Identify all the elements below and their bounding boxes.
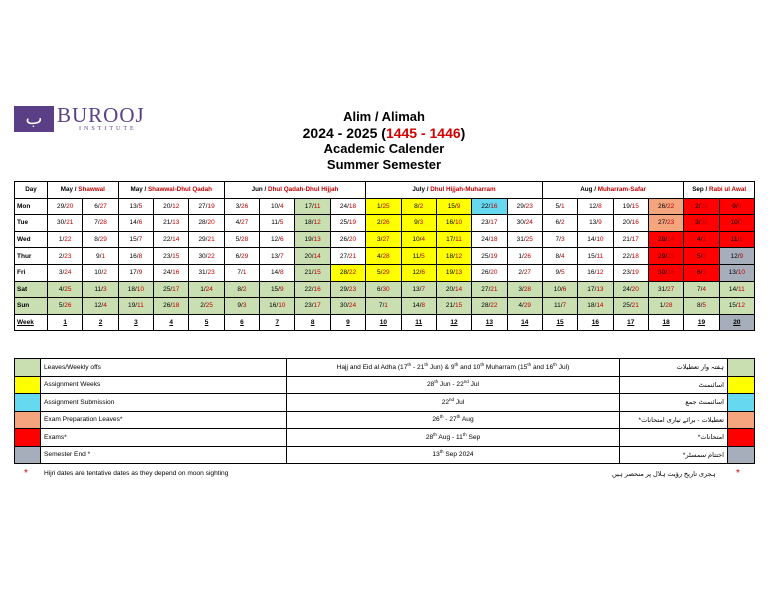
date-cell: 10/4 [401, 231, 436, 248]
program-title: Alim / Alimah [343, 109, 425, 124]
date-cell: 9/5 [542, 264, 577, 281]
date-cell: 16/10 [436, 215, 471, 232]
date-cell: 16/12 [578, 264, 613, 281]
date-cell: 19/15 [613, 198, 648, 215]
date-cell: 6/27 [83, 198, 118, 215]
calendar-row [15, 248, 755, 265]
date-cell: 27/23 [648, 215, 683, 232]
date-cell: 28/20 [189, 215, 224, 232]
legend-urdu-label: اسائنمنٹ جمع [620, 394, 728, 412]
date-cell: 12/6 [401, 264, 436, 281]
logo-mark: ب [14, 106, 54, 132]
legend-swatch [15, 394, 41, 412]
date-cell: 2/26 [366, 215, 401, 232]
calendar-table [14, 181, 755, 331]
date-cell: 13/10 [719, 264, 754, 281]
day-header: Day [15, 182, 48, 199]
date-cell: 10/7 [719, 215, 754, 232]
legend-dates: 26th - 27th Aug [287, 411, 620, 429]
date-cell: 23/17 [472, 215, 507, 232]
date-cell: 26/22 [648, 198, 683, 215]
date-cell: 1/24 [189, 281, 224, 298]
date-cell: 29/21 [189, 231, 224, 248]
date-cell: 20/12 [154, 198, 189, 215]
date-cell: 28/22 [330, 264, 365, 281]
date-cell: 5/2 [684, 248, 719, 265]
date-cell: 8/29 [83, 231, 118, 248]
date-cell: 28/22 [472, 298, 507, 315]
date-cell: 8/2 [224, 281, 259, 298]
week-number: 13 [472, 314, 507, 331]
date-cell: 8/4 [542, 248, 577, 265]
date-cell: 9/3 [401, 215, 436, 232]
day-label: Tue [15, 215, 48, 232]
legend-row [15, 376, 755, 394]
legend-row [15, 411, 755, 429]
week-number: 5 [189, 314, 224, 331]
month-header: Sep / Rabi ul Awal [684, 182, 755, 199]
date-cell: 17/11 [436, 231, 471, 248]
date-cell: 31/25 [507, 231, 542, 248]
date-cell: 15/9 [436, 198, 471, 215]
week-number: 6 [224, 314, 259, 331]
legend-label: Assignment Submission [41, 394, 287, 412]
week-number: 11 [401, 314, 436, 331]
footnote-english: Hijri dates are tentative dates as they depend on moon sighting [44, 470, 229, 477]
date-cell: 14/8 [401, 298, 436, 315]
logo-subtitle: INSTITUTE [79, 126, 137, 132]
legend-row [15, 359, 755, 377]
date-cell: 11/5 [260, 215, 295, 232]
week-number: 10 [366, 314, 401, 331]
legend-dates: 22nd Jul [287, 394, 620, 412]
calendar-row [15, 281, 755, 298]
legend-label: Leaves/Weekly offs [41, 359, 287, 377]
date-cell: 7/1 [366, 298, 401, 315]
date-cell: 24/18 [472, 231, 507, 248]
legend-swatch [728, 359, 755, 377]
date-cell: 31/27 [648, 281, 683, 298]
date-cell: 17/9 [118, 264, 153, 281]
date-cell: 15/7 [118, 231, 153, 248]
date-cell: 30/21 [48, 215, 83, 232]
legend-label: Assignment Weeks [41, 376, 287, 394]
day-label: Wed [15, 231, 48, 248]
date-cell: 20/14 [436, 281, 471, 298]
legend-dates: 13th Sep 2024 [287, 446, 620, 464]
footnote-star: * [24, 468, 28, 479]
year-title: 2024 - 2025 (1445 - 1446) [302, 125, 466, 141]
calendar-row [15, 298, 755, 315]
date-cell: 16/10 [260, 298, 295, 315]
date-cell: 5/29 [366, 264, 401, 281]
date-cell: 13/5 [118, 198, 153, 215]
date-cell: 25/17 [154, 281, 189, 298]
legend-label: Semester End * [41, 446, 287, 464]
date-cell: 27/19 [189, 198, 224, 215]
legend-urdu-label: اسائنمنٹ [620, 376, 728, 394]
date-cell: 6/3 [684, 264, 719, 281]
date-cell: 7/1 [224, 264, 259, 281]
date-cell: 1/25 [366, 198, 401, 215]
month-header: July / Dhul Hijjah-Muharram [366, 182, 543, 199]
week-number: 18 [648, 314, 683, 331]
date-cell: 15/11 [578, 248, 613, 265]
date-cell: 7/4 [684, 281, 719, 298]
legend-swatch [15, 359, 41, 377]
week-number: 1 [48, 314, 83, 331]
date-cell: 5/26 [48, 298, 83, 315]
date-cell: 14/10 [578, 231, 613, 248]
calendar-row [15, 231, 755, 248]
legend-swatch [728, 376, 755, 394]
week-row [15, 314, 755, 331]
date-cell: 4/27 [224, 215, 259, 232]
date-cell: 30/24 [507, 215, 542, 232]
day-label: Mon [15, 198, 48, 215]
date-cell: 26/20 [472, 264, 507, 281]
week-number: 17 [613, 314, 648, 331]
legend-urdu-label: ہفتہ وار تعطیلات [620, 359, 728, 377]
calendar-row [15, 264, 755, 281]
day-label: Thur [15, 248, 48, 265]
date-cell: 12/4 [83, 298, 118, 315]
day-label: Sun [15, 298, 48, 315]
date-cell: 2/25 [189, 298, 224, 315]
date-cell: 3/28 [507, 281, 542, 298]
date-cell: 4/29 [507, 298, 542, 315]
date-cell: 22/16 [295, 281, 330, 298]
date-cell: 4/1 [684, 231, 719, 248]
week-number: 7 [260, 314, 295, 331]
date-cell: 3/26 [224, 198, 259, 215]
date-cell: 21/15 [436, 298, 471, 315]
date-cell: 9/6 [719, 198, 754, 215]
date-cell: 23/17 [295, 298, 330, 315]
date-cell: 27/21 [472, 281, 507, 298]
legend-label: Exam Preparation Leaves* [41, 411, 287, 429]
date-cell: 14/6 [118, 215, 153, 232]
week-number: 8 [295, 314, 330, 331]
legend-swatch [15, 429, 41, 447]
date-cell: 5/28 [224, 231, 259, 248]
legend-urdu-label: تعطیلات - برائے تیاری امتحانات* [620, 411, 728, 429]
date-cell: 20/16 [613, 215, 648, 232]
date-cell: 10/2 [83, 264, 118, 281]
date-cell: 19/13 [436, 264, 471, 281]
week-label: Week [15, 314, 48, 331]
date-cell: 21/13 [154, 215, 189, 232]
page-title-block [0, 109, 768, 173]
semester-title: Summer Semester [326, 157, 442, 172]
week-number: 3 [118, 314, 153, 331]
week-number: 12 [436, 314, 471, 331]
date-cell: 2/23 [48, 248, 83, 265]
date-cell: 6/29 [224, 248, 259, 265]
footnote-urdu: ہجری تاریخ رؤیت ہلال پر منحصر ہیں [612, 471, 716, 478]
date-cell: 24/16 [154, 264, 189, 281]
date-cell: 28/24 [648, 231, 683, 248]
date-cell: 22/14 [154, 231, 189, 248]
date-cell: 20/14 [295, 248, 330, 265]
date-cell: 30/24 [330, 298, 365, 315]
legend-swatch [15, 446, 41, 464]
date-cell: 22/18 [613, 248, 648, 265]
date-cell: 6/2 [542, 215, 577, 232]
legend-swatch [728, 446, 755, 464]
date-cell: 13/7 [260, 248, 295, 265]
legend-dates: 28th Jun - 22nd Jul [287, 376, 620, 394]
date-cell: 11/8 [719, 231, 754, 248]
date-cell: 21/17 [613, 231, 648, 248]
date-cell: 10/4 [260, 198, 295, 215]
date-cell: 19/13 [295, 231, 330, 248]
legend-table [14, 358, 755, 464]
date-cell: 8/2 [401, 198, 436, 215]
date-cell: 3/24 [48, 264, 83, 281]
date-cell: 4/25 [48, 281, 83, 298]
date-cell: 8/5 [684, 298, 719, 315]
calendar-row [15, 198, 755, 215]
date-cell: 12/9 [719, 248, 754, 265]
legend-dates: Hajj and Eid al Adha (17th - 21th Jun) & 9th and 10th Muharram (15th and 16th Jul) [287, 359, 620, 377]
date-cell: 4/28 [366, 248, 401, 265]
date-cell: 23/15 [154, 248, 189, 265]
month-header: Aug / Muharram-Safar [542, 182, 683, 199]
week-number: 2 [83, 314, 118, 331]
week-number: 16 [578, 314, 613, 331]
date-cell: 17/11 [295, 198, 330, 215]
date-cell: 6/30 [366, 281, 401, 298]
date-cell: 17/13 [578, 281, 613, 298]
date-cell: 3/30 [684, 215, 719, 232]
legend-swatch [728, 429, 755, 447]
date-cell: 1/22 [48, 231, 83, 248]
date-cell: 11/7 [542, 298, 577, 315]
day-label: Sat [15, 281, 48, 298]
legend-swatch [15, 411, 41, 429]
date-cell: 18/14 [578, 298, 613, 315]
date-cell: 9/1 [83, 248, 118, 265]
date-cell: 14/8 [260, 264, 295, 281]
date-cell: 29/25 [648, 248, 683, 265]
date-cell: 25/19 [330, 215, 365, 232]
date-cell: 23/19 [613, 264, 648, 281]
day-label: Fri [15, 264, 48, 281]
date-cell: 18/12 [295, 215, 330, 232]
date-cell: 2/27 [507, 264, 542, 281]
date-cell: 30/26 [648, 264, 683, 281]
legend-urdu-label: امتحانات* [620, 429, 728, 447]
week-number: 15 [542, 314, 577, 331]
date-cell: 12/6 [260, 231, 295, 248]
date-cell: 18/10 [118, 281, 153, 298]
legend-swatch [15, 376, 41, 394]
date-cell: 14/11 [719, 281, 754, 298]
date-cell: 26/20 [330, 231, 365, 248]
date-cell: 16/8 [118, 248, 153, 265]
date-cell: 5/1 [542, 198, 577, 215]
date-cell: 15/9 [260, 281, 295, 298]
date-cell: 7/28 [83, 215, 118, 232]
footnote-star: * [736, 468, 740, 479]
legend-dates: 28th Aug - 11th Sep [287, 429, 620, 447]
date-cell: 25/21 [613, 298, 648, 315]
date-cell: 27/21 [330, 248, 365, 265]
date-cell: 9/3 [224, 298, 259, 315]
week-number: 19 [684, 314, 719, 331]
month-header: May / Shawwal-Dhul Qadah [118, 182, 224, 199]
date-cell: 13/9 [578, 215, 613, 232]
date-cell: 24/18 [330, 198, 365, 215]
date-cell: 25/19 [472, 248, 507, 265]
legend-row [15, 429, 755, 447]
legend-urdu-label: اختتام سمسٹر* [620, 446, 728, 464]
date-cell: 12/8 [578, 198, 613, 215]
legend-row [15, 446, 755, 464]
logo-name: BUROOJ [57, 103, 145, 127]
legend-swatch [728, 411, 755, 429]
date-cell: 10/6 [542, 281, 577, 298]
date-cell: 30/22 [189, 248, 224, 265]
date-cell: 19/11 [118, 298, 153, 315]
calendar-header-row [15, 182, 755, 199]
week-number: 4 [154, 314, 189, 331]
date-cell: 3/27 [366, 231, 401, 248]
date-cell: 29/23 [330, 281, 365, 298]
legend-row [15, 394, 755, 412]
date-cell: 11/3 [83, 281, 118, 298]
date-cell: 29/20 [48, 198, 83, 215]
date-cell: 15/12 [719, 298, 754, 315]
date-cell: 22/16 [472, 198, 507, 215]
month-header: Jun / Dhul Qadah-Dhul Hijjah [224, 182, 365, 199]
date-cell: 7/3 [542, 231, 577, 248]
date-cell: 29/23 [507, 198, 542, 215]
date-cell: 11/5 [401, 248, 436, 265]
calendar-title: Academic Calender [323, 141, 445, 156]
week-number: 14 [507, 314, 542, 331]
date-cell: 18/12 [436, 248, 471, 265]
date-cell: 1/26 [507, 248, 542, 265]
date-cell: 2/29 [684, 198, 719, 215]
calendar-row [15, 215, 755, 232]
legend-swatch [728, 394, 755, 412]
legend-label: Exams* [41, 429, 287, 447]
date-cell: 1/28 [648, 298, 683, 315]
date-cell: 26/18 [154, 298, 189, 315]
week-number: 9 [330, 314, 365, 331]
week-number: 20 [719, 314, 754, 331]
date-cell: 13/7 [401, 281, 436, 298]
date-cell: 24/20 [613, 281, 648, 298]
month-header: May / Shawwal [48, 182, 119, 199]
date-cell: 21/15 [295, 264, 330, 281]
date-cell: 31/23 [189, 264, 224, 281]
